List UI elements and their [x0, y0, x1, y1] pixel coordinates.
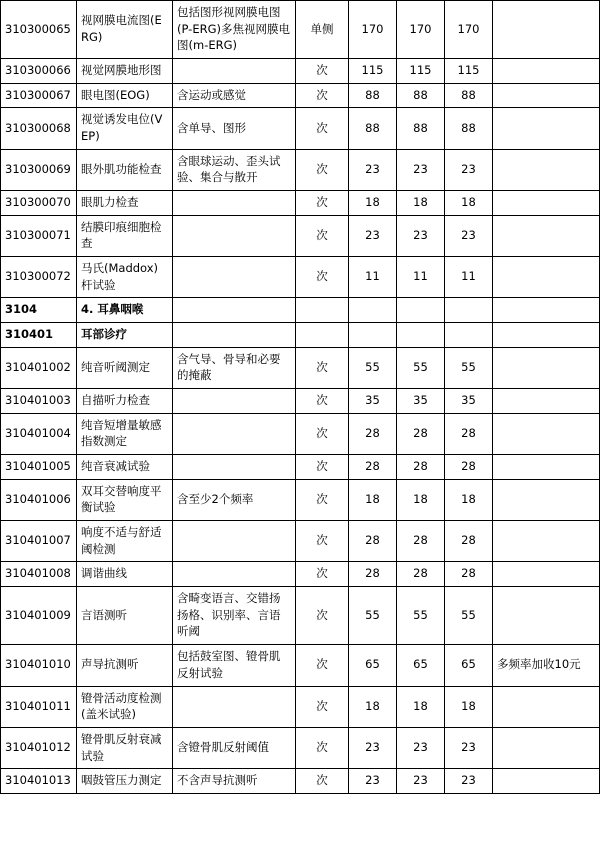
table-row	[1, 686, 600, 727]
cell-price-tier-3: 28	[445, 521, 493, 562]
table-body	[1, 1, 600, 794]
cell-unit: 次	[296, 645, 349, 686]
table-row	[1, 727, 600, 768]
cell-note	[493, 191, 600, 216]
cell-unit: 次	[296, 215, 349, 256]
cell-note	[493, 479, 600, 520]
table-row	[1, 191, 600, 216]
cell-unit: 次	[296, 149, 349, 190]
cell-item-code: 310401006	[1, 479, 77, 520]
cell-item-description: 含畸变语言、交错扬扬格、识别率、言语听阈	[173, 587, 296, 645]
cell-price-tier-3: 65	[445, 645, 493, 686]
cell-note: 多频率加收10元	[493, 645, 600, 686]
cell-price-tier-1: 35	[349, 389, 397, 414]
cell-note	[493, 59, 600, 84]
table-row	[1, 215, 600, 256]
table-row	[1, 587, 600, 645]
cell-price-tier-2: 35	[397, 389, 445, 414]
cell-price-tier-2: 28	[397, 562, 445, 587]
cell-note	[493, 769, 600, 794]
cell-item-name: 结膜印痕细胞检查	[77, 215, 173, 256]
cell-unit	[296, 298, 349, 323]
cell-item-name: 纯音短增量敏感指数测定	[77, 413, 173, 454]
cell-price-tier-3: 28	[445, 455, 493, 480]
table-row	[1, 1, 600, 59]
table-row	[1, 455, 600, 480]
table-row	[1, 562, 600, 587]
cell-item-code: 310401005	[1, 455, 77, 480]
cell-unit: 次	[296, 83, 349, 108]
cell-item-description: 含运动或感觉	[173, 83, 296, 108]
cell-note	[493, 587, 600, 645]
cell-note	[493, 1, 600, 59]
cell-item-code: 310401013	[1, 769, 77, 794]
cell-unit: 次	[296, 562, 349, 587]
cell-price-tier-2: 170	[397, 1, 445, 59]
cell-note	[493, 149, 600, 190]
cell-note	[493, 83, 600, 108]
cell-unit: 次	[296, 257, 349, 298]
cell-note	[493, 298, 600, 323]
cell-item-description: 不含声导抗测听	[173, 769, 296, 794]
cell-item-code: 310300066	[1, 59, 77, 84]
cell-item-code: 310300072	[1, 257, 77, 298]
cell-price-tier-2: 28	[397, 455, 445, 480]
cell-price-tier-3: 55	[445, 587, 493, 645]
cell-item-name: 耳部诊疗	[77, 323, 173, 348]
cell-item-code: 310401009	[1, 587, 77, 645]
cell-item-name: 视网膜电流图(ERG)	[77, 1, 173, 59]
cell-item-description: 含单导、图形	[173, 108, 296, 149]
table-row	[1, 769, 600, 794]
cell-item-description	[173, 257, 296, 298]
cell-item-description: 含气导、骨导和必要的掩蔽	[173, 347, 296, 388]
cell-item-code: 310401011	[1, 686, 77, 727]
table-row	[1, 347, 600, 388]
cell-item-code: 310401	[1, 323, 77, 348]
cell-price-tier-2: 28	[397, 521, 445, 562]
cell-item-description	[173, 59, 296, 84]
cell-unit: 次	[296, 479, 349, 520]
cell-note	[493, 455, 600, 480]
cell-item-description	[173, 686, 296, 727]
table-row	[1, 323, 600, 348]
cell-price-tier-2: 18	[397, 191, 445, 216]
cell-item-name: 镫骨肌反射衰减试验	[77, 727, 173, 768]
cell-price-tier-3: 18	[445, 479, 493, 520]
cell-unit: 次	[296, 521, 349, 562]
cell-price-tier-1: 28	[349, 521, 397, 562]
cell-unit: 次	[296, 727, 349, 768]
cell-item-name: 纯音听阈测定	[77, 347, 173, 388]
cell-price-tier-3: 28	[445, 562, 493, 587]
cell-price-tier-2: 55	[397, 587, 445, 645]
cell-unit: 次	[296, 455, 349, 480]
cell-price-tier-1	[349, 323, 397, 348]
cell-unit: 次	[296, 413, 349, 454]
cell-price-tier-2	[397, 323, 445, 348]
cell-price-tier-2: 88	[397, 108, 445, 149]
cell-item-name: 视觉网膜地形图	[77, 59, 173, 84]
cell-item-name: 纯音衰减试验	[77, 455, 173, 480]
cell-item-code: 310401012	[1, 727, 77, 768]
cell-item-code: 310401008	[1, 562, 77, 587]
cell-item-name: 响度不适与舒适阈检测	[77, 521, 173, 562]
cell-item-code: 310401004	[1, 413, 77, 454]
cell-item-name: 眼电图(EOG)	[77, 83, 173, 108]
cell-price-tier-3: 23	[445, 149, 493, 190]
cell-price-tier-1: 11	[349, 257, 397, 298]
cell-price-tier-3: 88	[445, 83, 493, 108]
cell-price-tier-3	[445, 298, 493, 323]
cell-price-tier-3: 23	[445, 769, 493, 794]
cell-item-description	[173, 215, 296, 256]
cell-item-code: 310300067	[1, 83, 77, 108]
cell-item-name: 自描听力检查	[77, 389, 173, 414]
cell-note	[493, 323, 600, 348]
cell-price-tier-1: 28	[349, 413, 397, 454]
cell-price-tier-1: 170	[349, 1, 397, 59]
cell-price-tier-3: 88	[445, 108, 493, 149]
cell-item-code: 310300069	[1, 149, 77, 190]
cell-note	[493, 347, 600, 388]
cell-price-tier-1: 28	[349, 562, 397, 587]
cell-unit: 次	[296, 59, 349, 84]
cell-item-name: 马氏(Maddox)杆试验	[77, 257, 173, 298]
cell-item-name: 镫骨活动度检测(盖米试验)	[77, 686, 173, 727]
cell-note	[493, 108, 600, 149]
cell-item-description	[173, 298, 296, 323]
cell-price-tier-1: 55	[349, 587, 397, 645]
cell-item-code: 310401007	[1, 521, 77, 562]
cell-price-tier-1: 23	[349, 149, 397, 190]
table-row	[1, 83, 600, 108]
cell-item-code: 310300068	[1, 108, 77, 149]
cell-note	[493, 727, 600, 768]
cell-price-tier-1: 23	[349, 727, 397, 768]
cell-item-name: 眼外肌功能检查	[77, 149, 173, 190]
table-row	[1, 108, 600, 149]
cell-unit: 单侧	[296, 1, 349, 59]
cell-item-name: 言语测听	[77, 587, 173, 645]
table-row	[1, 479, 600, 520]
table-row	[1, 59, 600, 84]
cell-item-description: 含眼球运动、歪头试验、集合与散开	[173, 149, 296, 190]
cell-price-tier-3	[445, 323, 493, 348]
cell-item-name: 双耳交替响度平衡试验	[77, 479, 173, 520]
cell-price-tier-1: 55	[349, 347, 397, 388]
cell-item-description: 包括图形视网膜电图(P-ERG)多焦视网膜电图(m-ERG)	[173, 1, 296, 59]
cell-item-code: 310401010	[1, 645, 77, 686]
cell-note	[493, 389, 600, 414]
cell-note	[493, 521, 600, 562]
cell-item-code: 310401003	[1, 389, 77, 414]
cell-item-code: 310401002	[1, 347, 77, 388]
cell-note	[493, 215, 600, 256]
cell-price-tier-3: 11	[445, 257, 493, 298]
cell-unit: 次	[296, 347, 349, 388]
cell-price-tier-2	[397, 298, 445, 323]
table-row	[1, 149, 600, 190]
cell-item-description	[173, 562, 296, 587]
table-row	[1, 521, 600, 562]
cell-price-tier-3: 170	[445, 1, 493, 59]
cell-price-tier-3: 28	[445, 413, 493, 454]
cell-unit	[296, 323, 349, 348]
cell-price-tier-2: 11	[397, 257, 445, 298]
cell-unit: 次	[296, 191, 349, 216]
cell-price-tier-2: 18	[397, 479, 445, 520]
cell-price-tier-3: 18	[445, 686, 493, 727]
table-row	[1, 298, 600, 323]
cell-note	[493, 562, 600, 587]
cell-price-tier-3: 23	[445, 215, 493, 256]
cell-unit: 次	[296, 769, 349, 794]
cell-unit: 次	[296, 587, 349, 645]
cell-unit: 次	[296, 108, 349, 149]
cell-unit: 次	[296, 389, 349, 414]
cell-price-tier-3: 115	[445, 59, 493, 84]
table-row	[1, 389, 600, 414]
cell-price-tier-1: 23	[349, 769, 397, 794]
cell-item-description: 含至少2个频率	[173, 479, 296, 520]
cell-item-description	[173, 521, 296, 562]
cell-price-tier-1: 18	[349, 686, 397, 727]
cell-price-tier-2: 65	[397, 645, 445, 686]
cell-price-tier-1: 18	[349, 479, 397, 520]
cell-item-description	[173, 455, 296, 480]
cell-price-tier-3: 55	[445, 347, 493, 388]
cell-price-tier-2: 18	[397, 686, 445, 727]
cell-price-tier-3: 23	[445, 727, 493, 768]
cell-item-description	[173, 323, 296, 348]
cell-price-tier-2: 23	[397, 215, 445, 256]
table-row	[1, 257, 600, 298]
cell-item-code: 310300071	[1, 215, 77, 256]
cell-item-code: 310300070	[1, 191, 77, 216]
cell-price-tier-2: 23	[397, 769, 445, 794]
cell-price-tier-2: 88	[397, 83, 445, 108]
cell-item-name: 咽鼓管压力测定	[77, 769, 173, 794]
cell-item-name: 眼肌力检查	[77, 191, 173, 216]
cell-price-tier-1: 88	[349, 108, 397, 149]
cell-price-tier-2: 55	[397, 347, 445, 388]
cell-item-name: 4. 耳鼻咽喉	[77, 298, 173, 323]
cell-price-tier-1: 65	[349, 645, 397, 686]
cell-unit: 次	[296, 686, 349, 727]
cell-price-tier-2: 23	[397, 727, 445, 768]
table-row	[1, 413, 600, 454]
table-row	[1, 645, 600, 686]
cell-item-description	[173, 191, 296, 216]
cell-price-tier-3: 35	[445, 389, 493, 414]
cell-note	[493, 257, 600, 298]
cell-item-code: 3104	[1, 298, 77, 323]
cell-price-tier-2: 115	[397, 59, 445, 84]
cell-price-tier-1	[349, 298, 397, 323]
cell-item-description: 包括鼓室图、镫骨肌反射试验	[173, 645, 296, 686]
cell-price-tier-1: 115	[349, 59, 397, 84]
cell-item-description	[173, 389, 296, 414]
cell-item-name: 声导抗测听	[77, 645, 173, 686]
cell-item-description: 含镫骨肌反射阈值	[173, 727, 296, 768]
cell-price-tier-1: 28	[349, 455, 397, 480]
cell-price-tier-1: 88	[349, 83, 397, 108]
cell-price-tier-1: 18	[349, 191, 397, 216]
cell-item-name: 视觉诱发电位(VEP)	[77, 108, 173, 149]
cell-item-name: 调谐曲线	[77, 562, 173, 587]
cell-price-tier-2: 23	[397, 149, 445, 190]
cell-item-description	[173, 413, 296, 454]
cell-note	[493, 413, 600, 454]
cell-price-tier-2: 28	[397, 413, 445, 454]
cell-note	[493, 686, 600, 727]
cell-price-tier-3: 18	[445, 191, 493, 216]
cell-price-tier-1: 23	[349, 215, 397, 256]
cell-item-code: 310300065	[1, 1, 77, 59]
